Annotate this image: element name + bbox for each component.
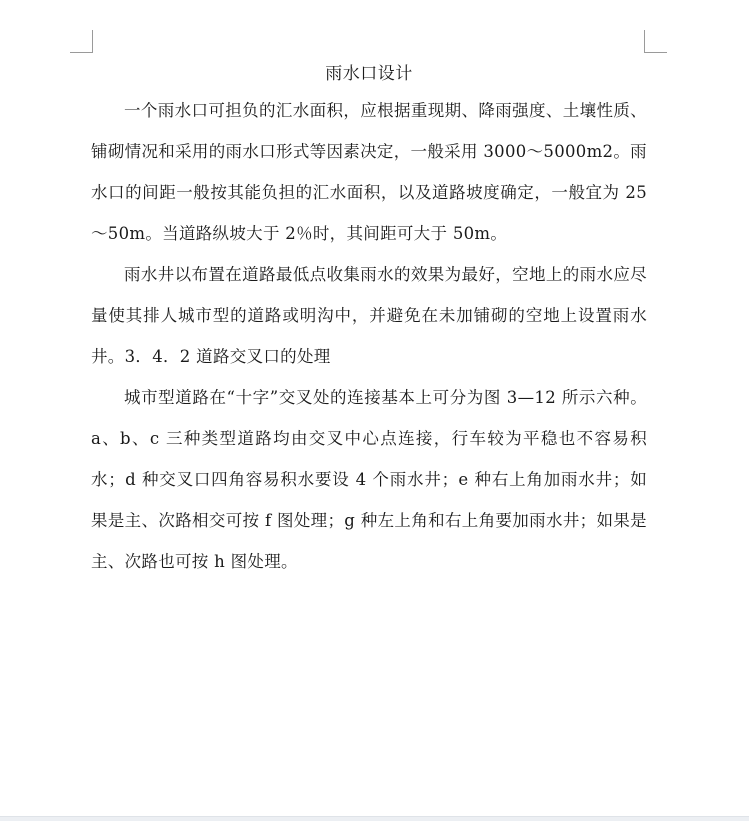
document-body[interactable]	[91, 58, 647, 582]
paragraph-2: 雨水井以布置在道路最低点收集雨水的效果为最好，空地上的雨水应尽量使其排人城市型的道路或明沟中，并避免在未加铺砌的空地上设置雨水井。3．4．2 道路交叉口的处理	[91, 265, 647, 366]
paragraph-3: 城市型道路在“十字”交叉处的连接基本上可分为图 3—12 所示六种。a、b、c 三种类型道路均由交叉中心点连接，行车较为平稳也不容易积水；d 种交叉口四角容易积水要设 4 个雨水井；e 种右上角加雨水井；如果是主、次路相交可按 f 图处理；g 种左上角和右上角要加雨水井；如果是主、次路也可按 h 图处理。	[91, 388, 647, 571]
document-title: 雨水口设计	[325, 64, 413, 84]
paragraph-1: 一个雨水口可担负的汇水面积，应根据重现期、降雨强度、土壤性质、铺砌情况和采用的雨水口形式等因素决定，一般采用 3000～5000m2。雨水口的间距一般按其能负担的汇水面积，以及道路坡度确定，一般宜为 25～50m。当道路纵坡大于 2％时，其间距可大于 50m。	[91, 101, 647, 243]
page-bottom-edge	[0, 816, 749, 821]
top-right-crop-mark	[644, 30, 667, 53]
top-left-crop-mark	[70, 30, 93, 53]
